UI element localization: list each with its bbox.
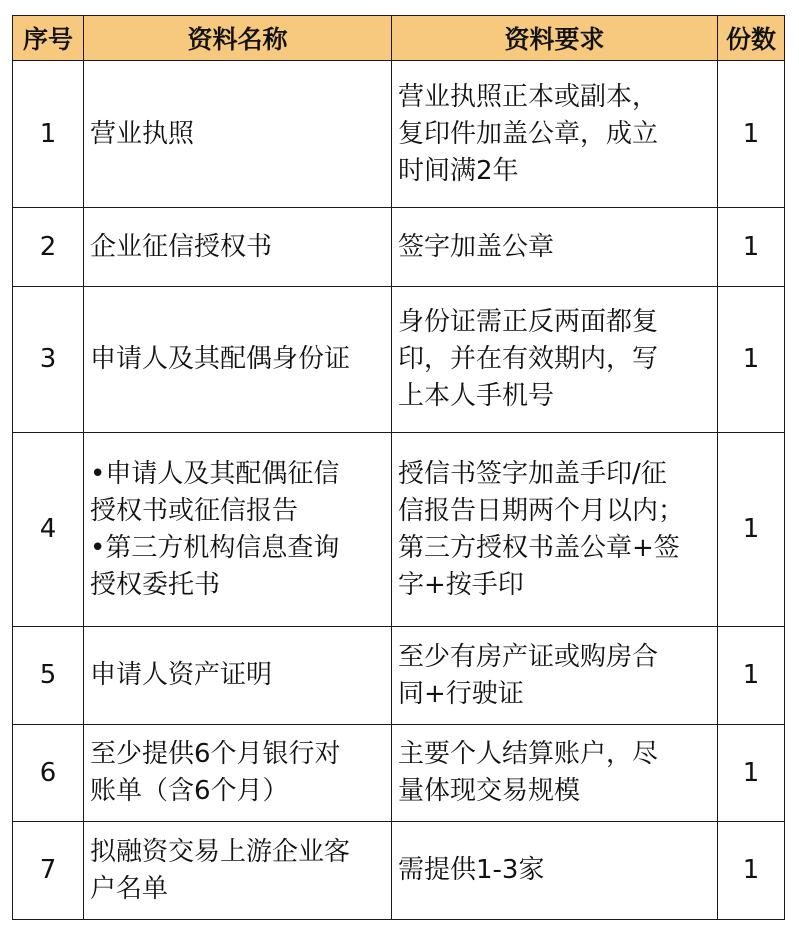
header-requirement: 资料要求 (392, 16, 718, 61)
requirement-line: 量体现交易规模 (398, 776, 581, 806)
material-name-line: 户名单 (90, 873, 169, 904)
copies-cell: 1 (718, 627, 785, 725)
requirement-cell (392, 627, 718, 725)
material-name-line: •第三方机构信息查询 (90, 532, 340, 563)
requirement-line: 至少有房产证或购房合 (398, 641, 659, 672)
requirement-line: 复印件加盖公章，成立 (398, 118, 659, 149)
requirement-cell (392, 822, 718, 920)
material-name-cell (84, 287, 392, 433)
table-row (13, 287, 785, 433)
requirement-line: 字+按手印 (398, 569, 524, 600)
requirement-line: 第三方授权书盖公章+签 (398, 532, 680, 563)
materials-table (12, 15, 785, 920)
header-number: 序号 (13, 16, 84, 61)
material-name-line: 授权委托书 (90, 569, 221, 600)
table-row (13, 433, 785, 627)
requirement-line: 主要个人结算账户，尽 (398, 739, 659, 769)
requirement-cell (392, 725, 718, 822)
table-row (13, 208, 785, 287)
material-name-cell (84, 61, 392, 208)
copies-cell: 1 (718, 287, 785, 433)
requirement-cell (392, 433, 718, 627)
requirement-cell (392, 208, 718, 287)
table-row (13, 725, 785, 822)
row-number: 3 (13, 287, 84, 433)
header-copies: 份数 (718, 16, 785, 61)
requirement-line: 营业执照正本或副本， (398, 81, 659, 112)
material-name-cell (84, 822, 392, 920)
requirement-cell (392, 61, 718, 208)
requirement-line: 需提供1-3家 (398, 855, 545, 885)
table-row (13, 822, 785, 920)
requirement-line: 签字加盖公章 (398, 231, 555, 262)
copies-cell: 1 (718, 822, 785, 920)
copies-cell: 1 (718, 208, 785, 287)
requirement-line: 同+行驶证 (398, 678, 524, 709)
copies-cell: 1 (718, 433, 785, 627)
header-material-name: 资料名称 (84, 16, 392, 61)
copies-cell: 1 (718, 725, 785, 822)
material-name-line: 申请人及其配偶身份证 (90, 344, 351, 374)
requirement-line: 身份证需正反两面都复 (398, 307, 659, 337)
material-name-cell (84, 433, 392, 627)
requirement-line: 时间满2年 (398, 155, 519, 186)
material-name-line: 申请人资产证明 (90, 660, 273, 690)
requirement-line: 印，并在有效期内，写 (398, 344, 659, 374)
material-name-line: •申请人及其配偶征信 (90, 458, 340, 489)
row-number: 6 (13, 725, 84, 822)
requirement-cell (392, 287, 718, 433)
row-number: 7 (13, 822, 84, 920)
table-row (13, 627, 785, 725)
header-row (13, 16, 785, 61)
material-name-line: 营业执照 (90, 118, 195, 149)
material-name-line: 企业征信授权书 (90, 231, 273, 262)
material-name-line: 账单（含6个月） (90, 776, 289, 806)
material-name-line: 拟融资交易上游企业客 (90, 836, 351, 867)
row-number: 4 (13, 433, 84, 627)
row-number: 5 (13, 627, 84, 725)
row-number: 2 (13, 208, 84, 287)
material-name-cell (84, 208, 392, 287)
material-name-cell (84, 627, 392, 725)
material-name-line: 至少提供6个月银行对 (90, 739, 341, 769)
table-row (13, 61, 785, 208)
requirement-line: 信报告日期两个月以内； (398, 495, 685, 526)
material-name-cell (84, 725, 392, 822)
requirement-line: 授信书签字加盖手印/征 (398, 458, 667, 489)
row-number: 1 (13, 61, 84, 208)
requirement-line: 上本人手机号 (398, 381, 555, 411)
copies-cell: 1 (718, 61, 785, 208)
material-name-line: 授权书或征信报告 (90, 495, 299, 526)
